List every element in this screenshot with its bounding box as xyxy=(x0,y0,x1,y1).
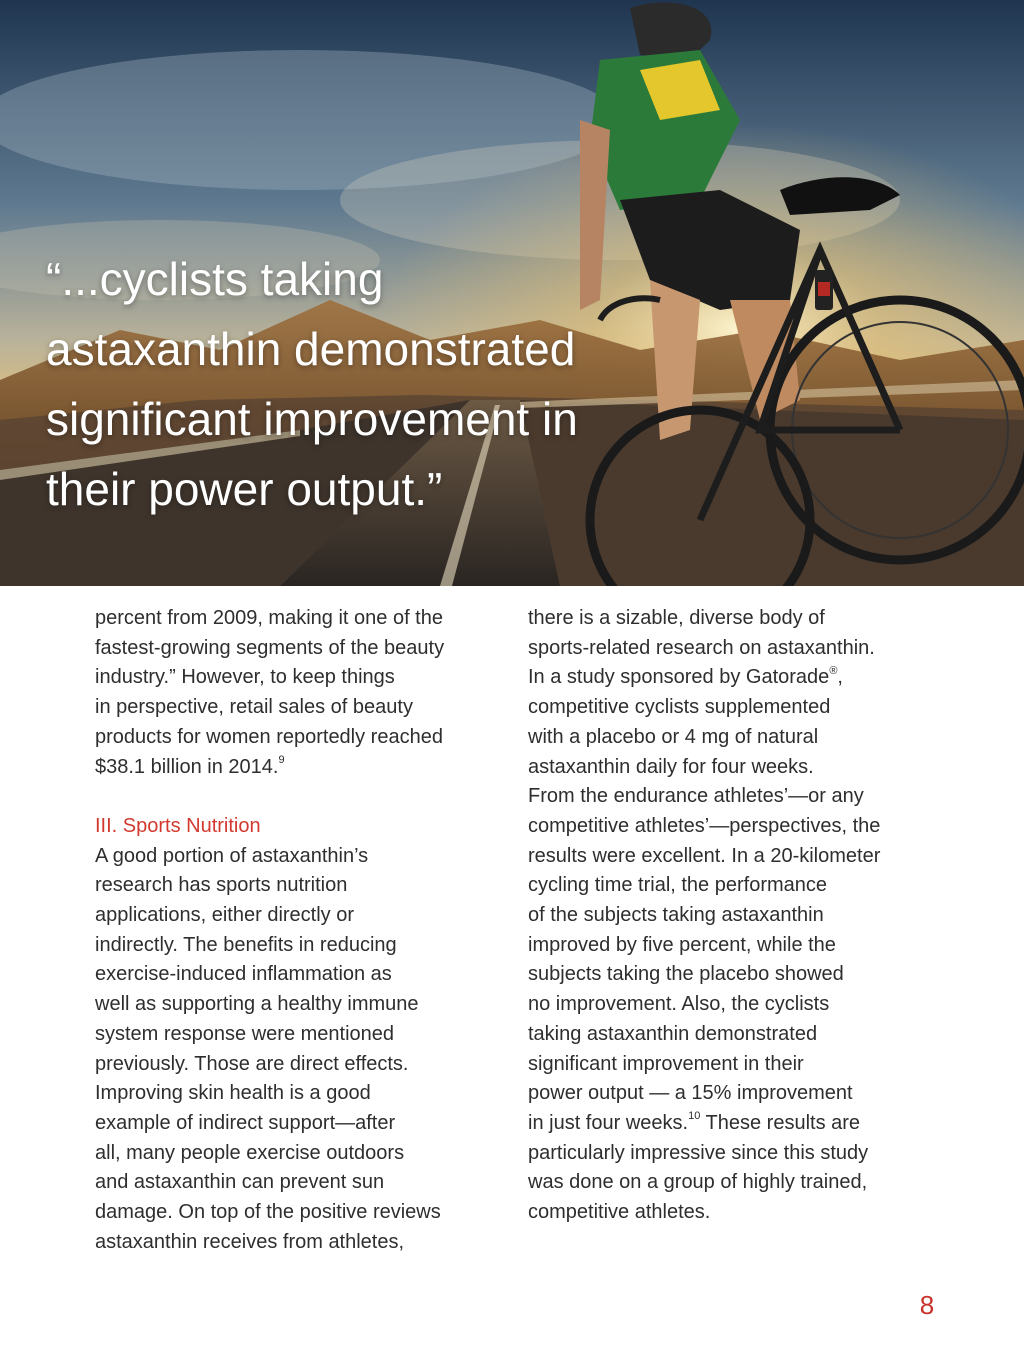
text-line: sports-related research on astaxanthin. xyxy=(528,636,875,659)
pull-quote-line: “...cyclists taking xyxy=(46,253,384,305)
footnote-marker: 10 xyxy=(688,1110,701,1123)
text-line: improved by five percent, while the xyxy=(528,933,836,956)
text-line xyxy=(528,663,938,693)
text-fragment: in just four weeks. xyxy=(528,1111,689,1134)
text-line: astaxanthin daily for four weeks. xyxy=(528,755,814,778)
left-column xyxy=(95,604,505,1257)
section-heading: III. Sports Nutrition xyxy=(95,814,261,837)
section-sports-nutrition xyxy=(95,812,505,1258)
text-line: taking astaxanthin demonstrated xyxy=(528,1022,818,1045)
page-number: 8 xyxy=(919,1290,935,1320)
text-line: exercise-induced inflammation as xyxy=(95,963,392,986)
pull-quote-line: their power output.” xyxy=(46,463,443,515)
text-line: there is a sizable, diverse body of xyxy=(528,607,825,629)
pull-quote xyxy=(46,244,686,524)
text-line: of the subjects taking astaxanthin xyxy=(528,904,824,927)
text-line: subjects taking the placebo showed xyxy=(528,963,844,986)
text-line: no improvement. Also, the cyclists xyxy=(528,993,830,1016)
text-line: results were excellent. In a 20-kilometer xyxy=(528,844,881,867)
text-line: power output — a 15% improvement xyxy=(528,1082,853,1105)
text-line: was done on a group of highly trained, xyxy=(528,1171,868,1194)
text-line: well as supporting a healthy immune xyxy=(95,993,419,1016)
text-line: example of indirect support—after xyxy=(95,1111,396,1134)
text-line: applications, either directly or xyxy=(95,904,355,927)
text-line: with a placebo or 4 mg of natural xyxy=(528,725,819,748)
text-line: in perspective, retail sales of beauty xyxy=(95,696,413,719)
text-line: competitive cyclists supplemented xyxy=(528,696,831,719)
text-line xyxy=(95,753,505,783)
text-line: products for women reportedly reached xyxy=(95,725,443,748)
text-fragment: These results are xyxy=(700,1111,861,1134)
paragraph-sports-research xyxy=(528,604,938,1228)
text-line: indirectly. The benefits in reducing xyxy=(95,933,397,956)
hero-image xyxy=(0,0,1024,586)
text-line xyxy=(528,1109,938,1139)
text-line: and astaxanthin can prevent sun xyxy=(95,1171,385,1194)
text-line: competitive athletes’—perspectives, the xyxy=(528,814,881,837)
text-line: industry.” However, to keep things xyxy=(95,666,395,689)
text-fragment: $38.1 billion in 2014. xyxy=(95,755,279,778)
paragraph-beauty-sales xyxy=(95,604,505,782)
text-line: significant improvement in their xyxy=(528,1052,804,1075)
text-line: competitive athletes. xyxy=(528,1201,711,1224)
text-line: system response were mentioned xyxy=(95,1022,395,1045)
text-line: percent from 2009, making it one of the xyxy=(95,607,443,629)
text-line: particularly impressive since this study xyxy=(528,1141,869,1164)
text-fragment: , xyxy=(837,666,843,689)
text-line: astaxanthin receives from athletes, xyxy=(95,1230,405,1253)
text-line: research has sports nutrition xyxy=(95,874,348,897)
text-line: previously. Those are direct effects. xyxy=(95,1052,409,1075)
right-column xyxy=(528,604,938,1228)
pull-quote-line: astaxanthin demonstrated xyxy=(46,323,576,375)
registered-mark: ® xyxy=(829,664,838,677)
paragraph-gap xyxy=(95,782,505,812)
text-line: A good portion of astaxanthin’s xyxy=(95,844,369,867)
text-line: cycling time trial, the performance xyxy=(528,874,828,897)
text-line: fastest-growing segments of the beauty xyxy=(95,636,445,659)
text-line: all, many people exercise outdoors xyxy=(95,1141,405,1164)
footnote-marker: 9 xyxy=(278,753,285,766)
text-line: From the endurance athletes’—or any xyxy=(528,785,864,808)
text-fragment: In a study sponsored by Gatorade xyxy=(528,666,830,689)
text-line: Improving skin health is a good xyxy=(95,1082,371,1105)
pull-quote-line: significant improvement in xyxy=(46,393,578,445)
text-line: damage. On top of the positive reviews xyxy=(95,1201,441,1224)
